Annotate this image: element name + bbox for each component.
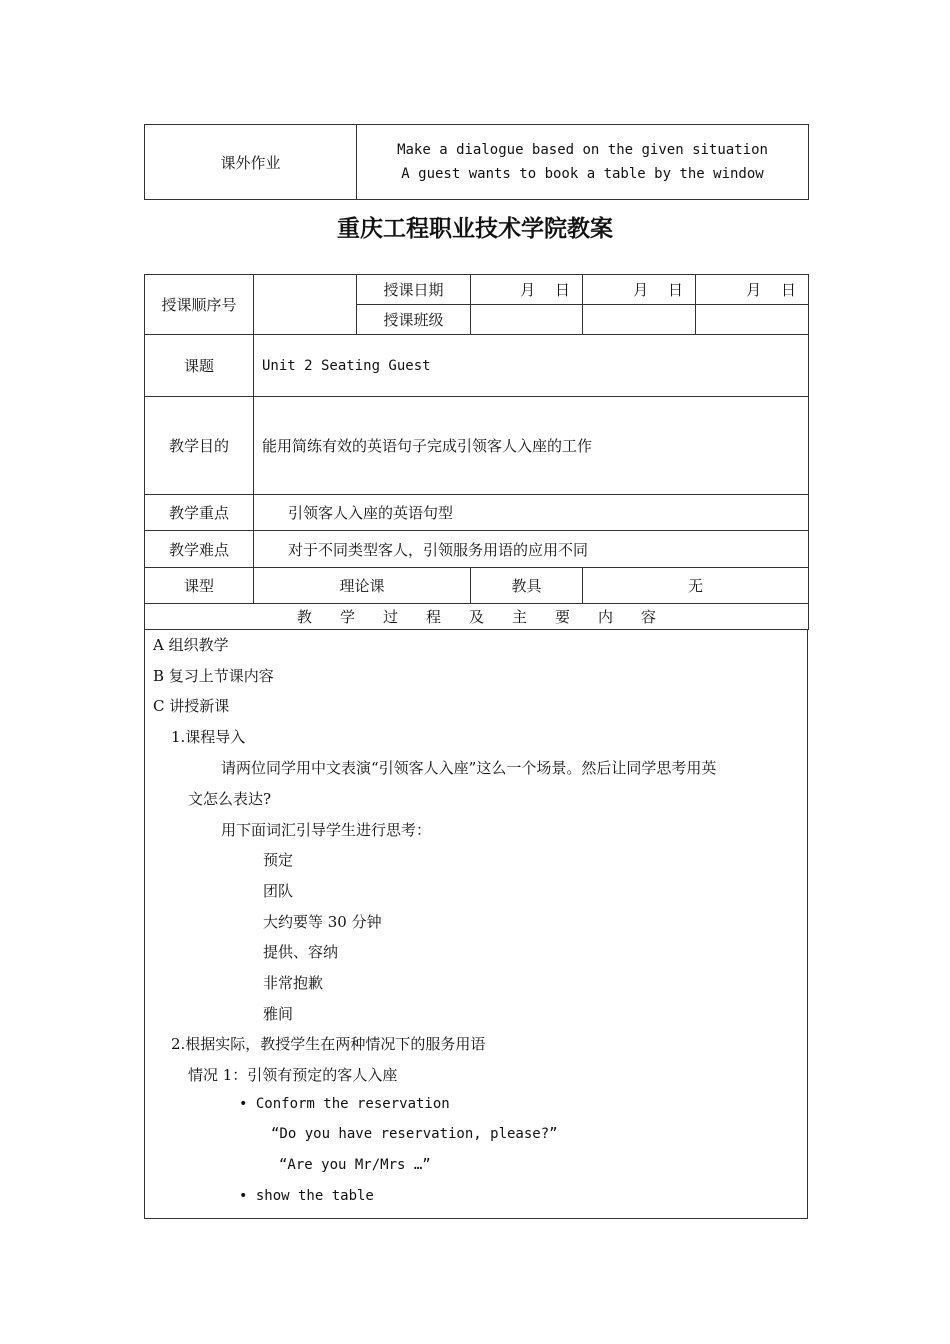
homework-line-1: Make a dialogue based on the given situation [397, 142, 768, 158]
topic-label: 课题 [145, 335, 254, 397]
bullet-show-table: • show the table [239, 1188, 374, 1204]
tools-value: 无 [583, 568, 809, 604]
page-title: 重庆工程职业技术学院教案 [337, 216, 613, 242]
process-header [145, 604, 809, 630]
tools-label: 教具 [471, 568, 583, 604]
class-label: 授课班级 [357, 305, 471, 335]
word-6: 雅间 [263, 1005, 294, 1023]
word-5: 非常抱歉 [263, 974, 324, 992]
process-header-char-5: 及 [468, 608, 484, 626]
class-cell-2 [583, 305, 696, 335]
paragraph-1b: 文怎么表达? [188, 790, 272, 808]
difficulty-label: 教学难点 [145, 531, 254, 568]
type-label: 课型 [145, 568, 254, 604]
date-cell-3: 月 日 [696, 275, 809, 305]
homework-line-2: A guest wants to book a table by the window [401, 166, 764, 182]
goal-value: 能用简练有效的英语句子完成引领客人入座的工作 [254, 397, 809, 495]
homework-table [144, 124, 809, 200]
topic-value: Unit 2 Seating Guest [254, 335, 809, 397]
process-header-char-8: 内 [598, 608, 614, 626]
difficulty-value: 对于不同类型客人，引领服务用语的应用不同 [254, 531, 809, 568]
goal-label: 教学目的 [145, 397, 254, 495]
process-header-char-2: 学 [339, 608, 355, 626]
process-header-char-4: 程 [425, 608, 441, 626]
paragraph-1a: 请两位同学用中文表演“引领客人入座”这么一个场景。然后让同学思考用英 [221, 759, 717, 777]
class-cell-3 [696, 305, 809, 335]
homework-label: 课外作业 [145, 125, 357, 200]
word-1: 预定 [263, 851, 294, 869]
process-header-char-7: 要 [555, 608, 571, 626]
date-cell-1: 月 日 [471, 275, 583, 305]
order-label: 授课顺序号 [145, 275, 254, 335]
case-1: 情况 1：引领有预定的客人入座 [188, 1066, 398, 1084]
word-4: 提供、容纳 [263, 943, 339, 961]
focus-label: 教学重点 [145, 495, 254, 531]
homework-content [357, 125, 809, 200]
quote-reservation: “Do you have reservation, please?” [271, 1126, 558, 1142]
section-2: 2.根据实际，教授学生在两种情况下的服务用语 [171, 1035, 486, 1053]
focus-value: 引领客人入座的英语句型 [254, 495, 809, 531]
word-3: 大约要等 30 分钟 [263, 913, 382, 931]
lesson-content [144, 630, 808, 1219]
step-c: C 讲授新课 [153, 697, 230, 715]
process-header-char-9: 容 [641, 608, 657, 626]
process-header-char-3: 过 [382, 608, 398, 626]
process-header-char-6: 主 [512, 608, 528, 626]
date-cell-2: 月 日 [583, 275, 696, 305]
section-1: 1.课程导入 [171, 728, 246, 746]
quote-are-you: “Are you Mr/Mrs …” [279, 1157, 431, 1173]
lesson-plan-table [144, 274, 809, 630]
step-b: B 复习上节课内容 [153, 667, 274, 685]
date-label: 授课日期 [357, 275, 471, 305]
process-header-char-1: 教 [296, 608, 312, 626]
type-value: 理论课 [254, 568, 471, 604]
paragraph-2: 用下面词汇引导学生进行思考： [221, 821, 432, 839]
step-a: A 组织教学 [153, 636, 229, 654]
word-2: 团队 [263, 882, 294, 900]
bullet-conform: • Conform the reservation [239, 1096, 450, 1112]
order-value [254, 275, 357, 335]
class-cell-1 [471, 305, 583, 335]
